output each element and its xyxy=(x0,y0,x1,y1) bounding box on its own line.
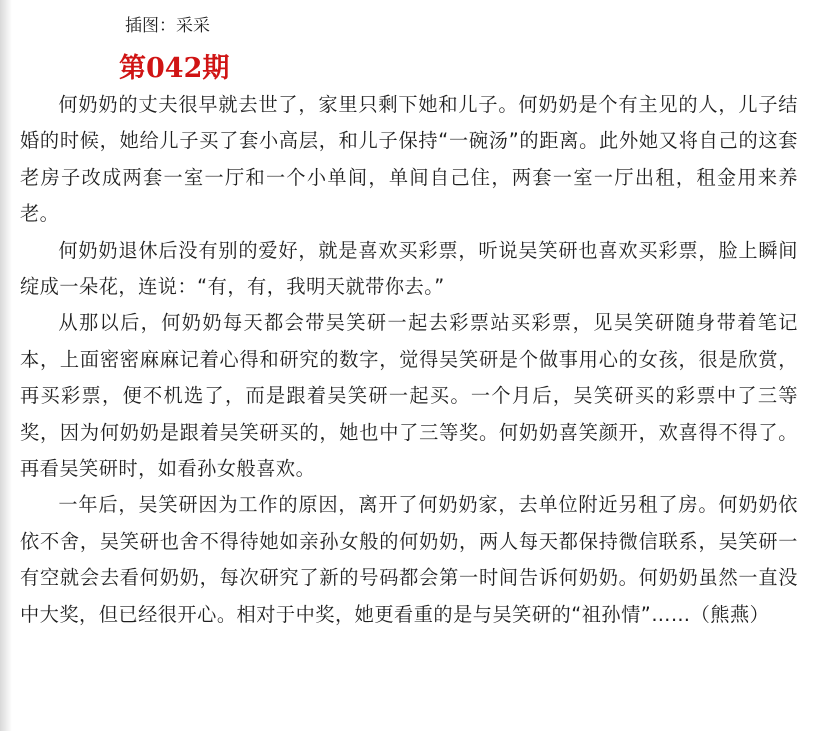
article-paragraph-1: 何奶奶的丈夫很早就去世了，家里只剩下她和儿子。何奶奶是个有主见的人，儿子结婚的时候，她给儿子买了套小高层，和儿子保持“一碗汤”的距离。此外她又将自己的这套老房子改成两套一室一厅和一个小单间，单间自己住，两套一室一厅出租，租金用来养老。 xyxy=(20,93,798,226)
page-left-edge-shadow xyxy=(0,0,12,731)
issue-number-heading: 第042期 xyxy=(119,53,230,84)
article-paragraph-2: 何奶奶退休后没有别的爱好，就是喜欢买彩票，听说吴笑研也喜欢买彩票，脸上瞬间绽成一朵花，连说：“有，有，我明天就带你去。” xyxy=(20,238,798,299)
article-body xyxy=(20,87,798,633)
illustration-credit: 插图：采采 xyxy=(125,16,210,36)
article-paragraph-4: 一年后，吴笑研因为工作的原因，离开了何奶奶家，去单位附近另租了房。何奶奶依依不舍，吴笑研也舍不得待她如亲孙女般的何奶奶，两人每天都保持微信联系，吴笑研一有空就会去看何奶奶，每次研究了新的号码都会第一时间告诉何奶奶。何奶奶虽然一直没中大奖，但已经很开心。相对于中奖，她更看重的是与吴笑研的“祖孙情”……（熊燕） xyxy=(20,493,798,626)
article-paragraph-3: 从那以后，何奶奶每天都会带吴笑研一起去彩票站买彩票，见吴笑研随身带着笔记本，上面密密麻麻记着心得和研究的数字，觉得吴笑研是个做事用心的女孩，很是欣赏，再买彩票，便不机选了，而是跟着吴笑研一起买。一个月后，吴笑研买的彩票中了三等奖，因为何奶奶是跟着吴笑研买的，她也中了三等奖。何奶奶喜笑颜开，欢喜得不得了。再看吴笑研时，如看孙女般喜欢。 xyxy=(20,311,798,481)
